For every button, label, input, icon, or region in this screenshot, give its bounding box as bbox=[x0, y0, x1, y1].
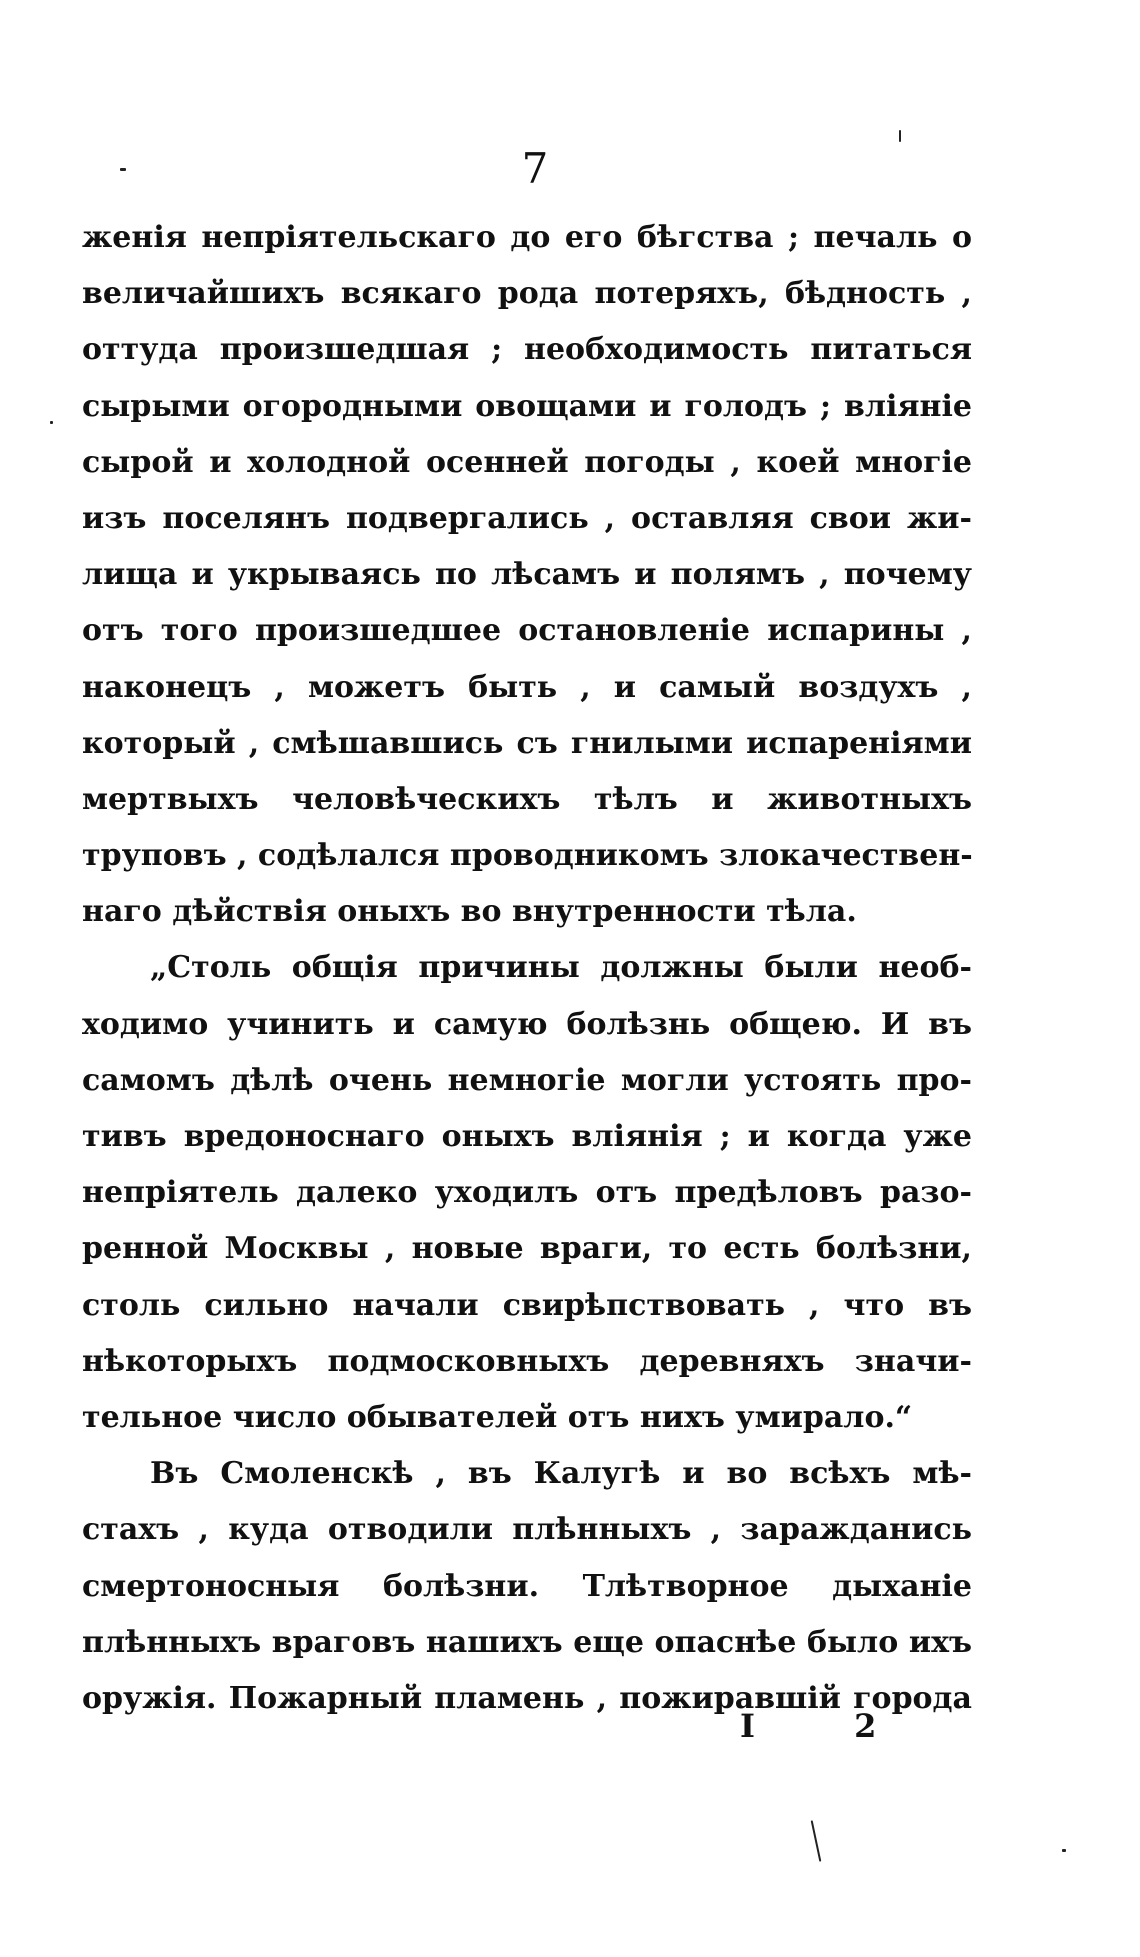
scan-speck bbox=[1062, 1849, 1066, 1852]
text-line: женія непріятельскаго до его бѣгства ; печаль о bbox=[82, 220, 972, 255]
scan-speck bbox=[50, 421, 53, 424]
text-line: самомъ дѣлѣ очень немногіе могли устоять про- bbox=[82, 1062, 972, 1098]
signature-mark: I 2 bbox=[740, 1707, 921, 1745]
text-line: ренной Москвы , новые враги, то есть болѣзни, bbox=[82, 1231, 972, 1267]
text-line: Въ Смоленскѣ , въ Калугѣ и во всѣхъ мѣ- bbox=[150, 1456, 972, 1492]
text-line: непріятель далеко уходилъ отъ предѣловъ разо- bbox=[82, 1175, 972, 1211]
scan-speck bbox=[811, 1820, 822, 1861]
text-line: стахъ , куда отводили плѣнныхъ , заражданись bbox=[82, 1512, 972, 1548]
scan-speck bbox=[120, 168, 126, 171]
text-line: мертвыхъ человѣческихъ тѣлъ и животныхъ bbox=[82, 781, 972, 817]
paragraph-3 bbox=[82, 1446, 972, 1727]
text-line: лища и укрываясь по лѣсамъ и полямъ , почему bbox=[82, 557, 972, 593]
body-text bbox=[82, 210, 972, 1727]
paragraph-2 bbox=[82, 940, 972, 1446]
text-line: который , смѣшавшись съ гнилыми испареніями bbox=[82, 725, 972, 761]
text-line: оттуда произшедшая ; необходимость питаться bbox=[82, 332, 972, 368]
text-line: тивъ вредоноснаго оныхъ вліянія ; и когда уже bbox=[82, 1119, 972, 1154]
text-line: наго дѣйствія оныхъ во внутренности тѣла. bbox=[82, 894, 857, 930]
text-line: сырой и холодной осенней погоды , коей многіе bbox=[82, 444, 972, 480]
text-line: тельное число обывателей отъ нихъ умирало.“ bbox=[82, 1399, 913, 1435]
scan-speck bbox=[899, 130, 901, 142]
text-line: нѣкоторыхъ подмосковныхъ деревняхъ значи- bbox=[82, 1343, 972, 1379]
text-line: величайшихъ всякаго рода потеряхъ, бѣдность , bbox=[82, 276, 972, 312]
page-number: 7 bbox=[521, 144, 549, 193]
text-line: наконецъ , можетъ быть , и самый воздухъ , bbox=[82, 669, 972, 705]
text-line: труповъ , содѣлался проводникомъ злокачествен- bbox=[82, 838, 973, 874]
paragraph-1 bbox=[82, 210, 972, 940]
text-line: оружія. Пожарный пламень , пожиравшій города bbox=[82, 1680, 972, 1716]
text-line: плѣнныхъ враговъ нашихъ еще опаснѣе было ихъ bbox=[82, 1624, 972, 1660]
text-line: ходимо учинить и самую болѣзнь общею. И въ bbox=[82, 1006, 972, 1042]
text-line: „Столь общія причины должны были необ- bbox=[150, 950, 972, 986]
text-line: изъ поселянъ подвергались , оставляя свои жи- bbox=[82, 500, 972, 536]
text-line: сырыми огородными овощами и голодъ ; вліяніе bbox=[82, 388, 972, 424]
text-line: смертоносныя болѣзни. Тлѣтворное дыханіе bbox=[82, 1568, 972, 1604]
text-line: столь сильно начали свирѣпствовать , что въ bbox=[82, 1287, 972, 1323]
text-line: отъ того произшедшее остановленіе испарины , bbox=[82, 613, 972, 649]
